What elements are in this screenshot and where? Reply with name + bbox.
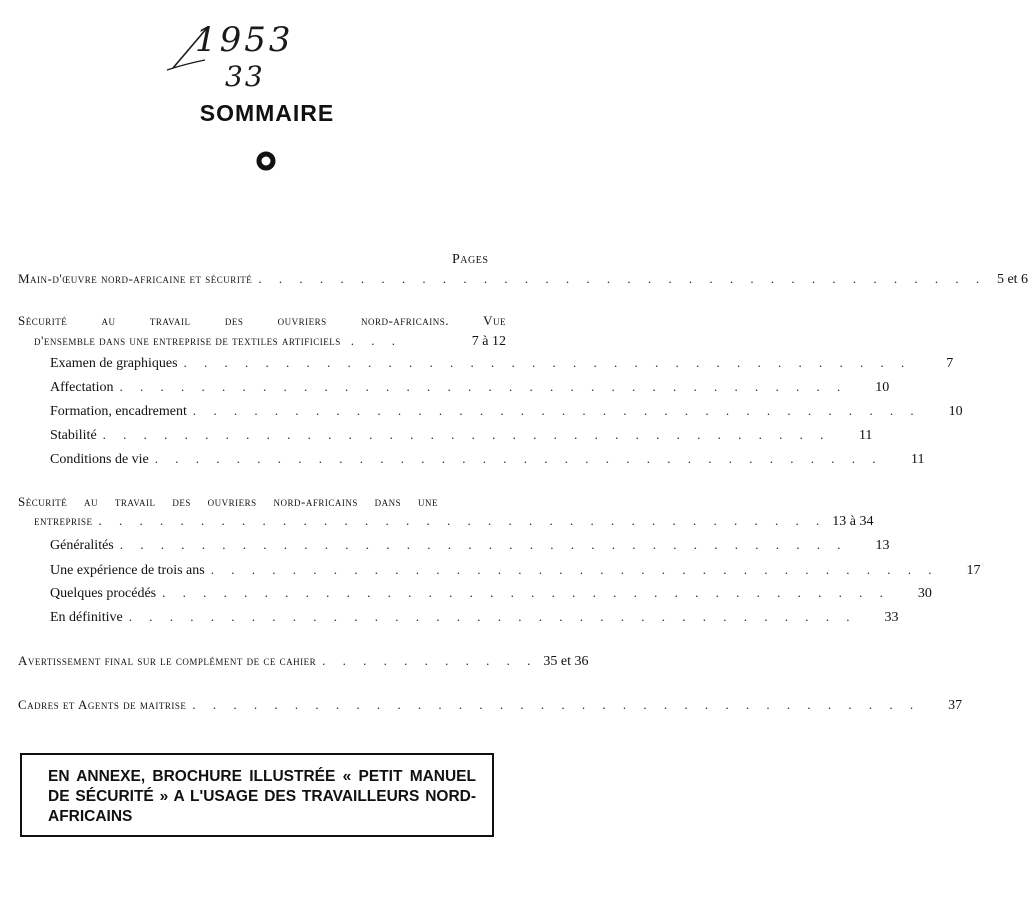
- toc-entry-page: 30: [917, 586, 932, 601]
- toc-entry-page: 17: [966, 563, 981, 578]
- toc-entry-label: Affectation: [50, 380, 114, 395]
- toc-entry-label: Conditions de vie: [50, 452, 149, 467]
- toc-entry-page: 11: [911, 452, 925, 467]
- toc-entry-page: 5 et 6: [996, 272, 1028, 287]
- toc-entry: [18, 271, 1028, 293]
- toc-entry-label: Formation, encadrement: [50, 404, 187, 419]
- leader-dots: . . . . . . . . . . . . . . . . . . . . . . . . . . . . . . . . . . . .: [102, 427, 831, 442]
- toc-entry-page: 33: [884, 610, 899, 625]
- toc-entry-line1: [18, 313, 506, 335]
- toc-entry-label: Cadres et Agents de maitrise: [18, 697, 187, 712]
- toc-entry-label: Quelques procédés: [50, 586, 157, 601]
- toc-entry-label: Main-d'œuvre nord-africaine et sécurité: [18, 271, 253, 286]
- toc-subentry: [50, 585, 932, 607]
- toc-entry: [34, 333, 506, 355]
- leader-dots: . . .: [350, 333, 403, 348]
- annex-notice-box: [20, 753, 494, 837]
- leader-dots: . . . . . . . . . . . . . . . . . . . . . . . . . . . . . . . . . . . .: [154, 451, 883, 466]
- leader-dots: . . . . . . . . . . . . . . . . . . . . . . . . . . . . . . . . . . . .: [258, 271, 987, 286]
- toc-entry-label-line1: Sécurité au travail des ouvriers nord-africains dans une: [18, 494, 438, 509]
- circle-ornament-icon: [256, 151, 276, 171]
- toc-entry: [34, 513, 874, 535]
- toc-subentry: [50, 451, 925, 473]
- toc-entry-label-line1: Sécurité au travail des ouvriers nord-africains. Vue: [18, 313, 506, 328]
- toc-entry-label: d'ensemble dans une entreprise de textiles artificiels: [34, 333, 341, 348]
- leader-dots: . . . . . . . . . . . . . . . . . . . . . . . . . . . . . . . . . . . .: [98, 513, 827, 528]
- toc-entry-label: entreprise: [34, 513, 93, 528]
- toc-subentry: [50, 537, 890, 559]
- toc-entry-page: 7: [946, 356, 954, 371]
- toc-entry-page: 13: [875, 538, 890, 553]
- leader-dots: . . . . . . . . . . . . . . . . . . . . . . . . . . . . . . . . . . . .: [192, 403, 921, 418]
- leader-dots: . . . . . . . . . . . . . . . . . . . . . . . . . . . . . . . . . . . .: [128, 609, 857, 624]
- toc-entry-page: 10: [948, 404, 963, 419]
- annex-notice-text: EN ANNEXE, BROCHURE ILLUSTRÉE « PETIT MANUEL DE SÉCURITÉ » A L'USAGE DES TRAVAILLEURS NORD-AFRICAINS: [48, 768, 476, 825]
- toc-entry-page: 7 à 12: [471, 334, 506, 349]
- leader-dots: . . . . . . . . . . . . . . . . . . . . . . . . . . . . . . . . . . . .: [162, 585, 890, 600]
- toc-subentry: [50, 562, 981, 584]
- toc-subentry: [50, 355, 954, 377]
- leader-dots: . . . . . . . . . . . . . . . . . . . . . . . . . . . . . . . . . . . .: [192, 697, 921, 712]
- leader-dots: . . . . . . . . . . .: [322, 653, 538, 668]
- toc-subentry: [50, 427, 873, 449]
- toc-subentry: [50, 609, 899, 631]
- toc-entry-label: Généralités: [50, 538, 114, 553]
- toc-entry-label: En définitive: [50, 610, 123, 625]
- page-title: SOMMAIRE: [199, 100, 335, 126]
- handwritten-annotation: [165, 20, 315, 100]
- toc-entry: [18, 653, 589, 675]
- handwritten-year: 1953: [195, 20, 294, 60]
- toc-entry-label: Avertissement final sur le complément de ce cahier: [18, 653, 317, 668]
- toc-entry-page: 11: [858, 428, 873, 443]
- toc-entry-page: 10: [875, 380, 890, 395]
- leader-dots: . . . . . . . . . . . . . . . . . . . . . . . . . . . . . . . . . . . .: [119, 537, 848, 552]
- toc-entry-label: Une expérience de trois ans: [50, 563, 205, 578]
- toc-entry-label: Stabilité: [50, 428, 97, 443]
- toc-entry-page: 35 et 36: [543, 654, 589, 669]
- toc-entry-page: 37: [948, 698, 963, 713]
- leader-dots: . . . . . . . . . . . . . . . . . . . . . . . . . . . . . . . . . . . .: [210, 562, 939, 577]
- leader-dots: . . . . . . . . . . . . . . . . . . . . . . . . . . . . . . . . . . . .: [119, 379, 848, 394]
- toc-entry-page: 13 à 34: [832, 514, 874, 529]
- pages-column-header: Pages: [452, 252, 489, 267]
- toc-subentry: [50, 379, 890, 401]
- toc-entry-label: Examen de graphiques: [50, 356, 178, 371]
- leader-dots: . . . . . . . . . . . . . . . . . . . . . . . . . . . . . . . . . . . .: [183, 355, 912, 370]
- toc-subentry: [50, 403, 963, 425]
- toc-entry: [18, 697, 963, 719]
- handwritten-number: 33: [225, 60, 265, 93]
